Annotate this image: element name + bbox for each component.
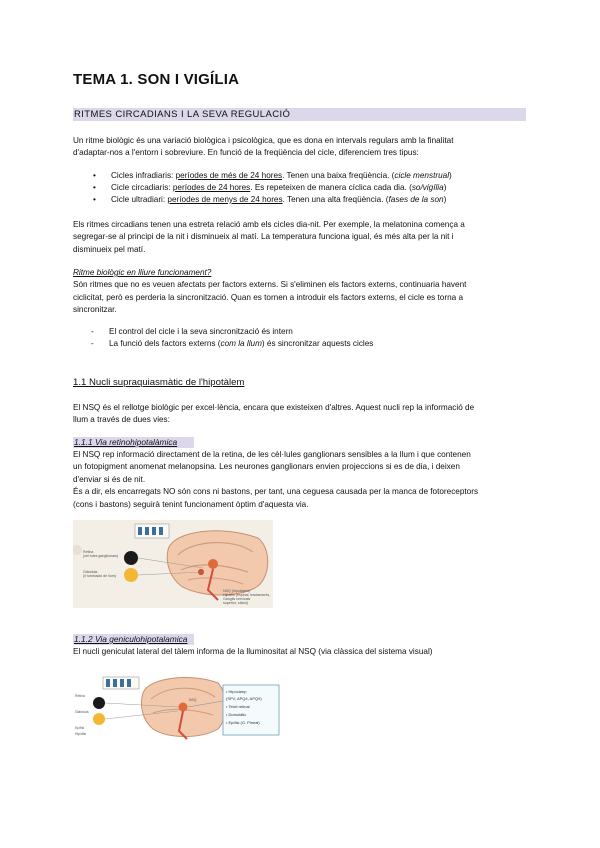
paragraph-line: (cons i bastons) seguirà tenint funcionament òptim d'aquesta via.	[73, 499, 309, 509]
bullet-label: Cicle circadiaris:	[111, 183, 173, 192]
figure-label: Ganglis cervicals	[223, 597, 251, 601]
figure-label: Hipòfisi	[75, 732, 87, 736]
figure-label: Epífisi	[75, 726, 85, 730]
figure-geniculohypothalamic	[73, 671, 281, 743]
figure-label: Glàndula	[83, 570, 98, 574]
paragraph-line: ciclicitat, però es perderia la sincronització. Quan es tornen a introduir els factors externs, el cicle es torna a	[73, 292, 464, 302]
bullet-italic: cicle menstrual	[394, 171, 450, 180]
figure-box-line: • Dorsolàtic	[226, 712, 247, 717]
paragraph-line: Són ritmes que no es veuen afectats per factors externs. Si s'eliminen els factors externs, continuaria havent	[73, 280, 467, 290]
bullet-icon: •	[93, 171, 96, 180]
figure-label: (il·luminació de llum)	[83, 574, 116, 578]
bullet-list	[93, 170, 452, 206]
intro-line: d'adaptar-nos a l'entorn i sobreviure. En funció de la freqüència del cicle, diferenciem tres tipus:	[73, 148, 419, 158]
via2-heading: 1.1.2 Via geniculohipotalamica	[74, 634, 188, 644]
figure-retinohypothalamic	[73, 520, 273, 608]
intro-paragraph	[73, 135, 526, 160]
paragraph-line: segregar-se al principi de la nit i disminueix al matí. La temperatura funciona igual, és més alta per la nit i	[73, 232, 454, 242]
paragraph-line: Els ritmes circadians tenen una estreta relació amb els cicles dia-nit. Per exemple, la melatonina comença a	[73, 220, 465, 229]
page-title: TEMA 1. SON I VIGÍLIA	[73, 71, 240, 88]
nsq-intro	[73, 402, 526, 427]
section-heading: RITMES CIRCADIANS I LA SEVA REGULACIÓ	[74, 109, 291, 120]
figure-label: NSQ (hipotàlem)	[223, 589, 250, 593]
dash-text: ) és sincronitzar aquests cicles	[261, 339, 374, 348]
bullet-underlined: períodes de més de 24 hores	[175, 171, 283, 180]
via2-paragraph	[73, 646, 526, 658]
bullet-icon: •	[93, 183, 96, 192]
paragraph-line: El NSQ és el rellotge biològic per excel·lència, encara que existeixen d'altres. Aquest nucli rep la informació de	[73, 403, 475, 412]
paragraph-line: un fotopigment anomenat melanopsina. Les neurones ganglionars envien projeccions si es de dia, i deixen	[73, 462, 460, 472]
bullet-italic: fases de la son	[388, 195, 444, 204]
figure-label: NSQ	[189, 698, 197, 702]
bullet-rest: . Tenen una alta freqüència. (	[282, 195, 389, 204]
bullet-close: )	[443, 195, 447, 204]
brain-diagram-illustration	[73, 520, 273, 608]
dash-item	[91, 338, 373, 350]
figure-label: (cèl·lules ganglionars)	[83, 554, 119, 558]
dash-icon: -	[91, 339, 94, 348]
bullet-underlined: períodes de menys de 24 hores	[167, 195, 283, 204]
dash-list	[91, 326, 373, 350]
intro-line: Un ritme biològic és una variació biològica i psicològica, que es dona en intervals regulars amb la finalitat	[73, 136, 454, 145]
bullet-item-circadiaris	[93, 182, 452, 194]
figure-label: Glàndula	[75, 710, 89, 714]
dash-italic: com la llum	[220, 339, 262, 348]
melatonina-paragraph	[73, 219, 526, 256]
paragraph-line: És a dir, els encarregats NO són cons ni bastons, per tant, una ceguesa causada per la manca de fotoreceptors	[73, 487, 479, 497]
subheading-question: Ritme biològic en lliure funcionament?	[73, 268, 212, 277]
bullet-label: Cicles infradiaris:	[111, 171, 176, 180]
figure-label: Retina	[83, 550, 94, 554]
figure-label: Retina	[75, 694, 85, 698]
paragraph-line: sincronitzar.	[73, 305, 117, 315]
figure-box-line: • Epífisi (G. Pineal)	[226, 720, 260, 725]
figure-box-line: • Hipocàmp	[226, 689, 247, 694]
paragraph-line: El NSQ rep informació directament de la retina, de les cèl·lules ganglionars sensibles a la llum i que contenen	[73, 450, 471, 459]
paragraph-line: disminueix pel matí.	[73, 244, 146, 254]
bullet-rest: . Tenen una baixa freqüència. (	[282, 171, 395, 180]
paragraph-line: El nucli geniculat lateral del tàlem informa de la lluminositat al NSQ (via clàssica del sistema visual)	[73, 647, 433, 656]
dash-item	[91, 326, 373, 338]
dash-text: La funció dels factors externs (	[109, 339, 221, 348]
bullet-item-infradiaris	[93, 170, 452, 182]
bullet-item-ultradiari	[93, 194, 452, 206]
bullet-close: )	[449, 171, 452, 180]
paragraph-line: llum a través de dues vies:	[73, 415, 170, 425]
bullet-italic: so/vigília	[411, 183, 444, 192]
dash-text: El control del cicle i la seva sincronització és intern	[109, 327, 293, 336]
bullet-label: Cicle ultradiari:	[111, 195, 168, 204]
via1-heading: 1.1.1 Via retinohipotalàmica	[74, 437, 178, 447]
bullet-underlined: períodes de 24 hores	[172, 183, 251, 192]
bullet-close: )	[443, 183, 447, 192]
figure-label: Hipòfisi (espinal, tractaments,	[223, 593, 271, 597]
brain-diagram-illustration	[73, 671, 281, 743]
bullet-rest: . Es repeteixen de manera cíclica cada dia. (	[250, 183, 412, 192]
bullet-icon: •	[93, 195, 96, 204]
dash-icon: -	[91, 327, 94, 336]
figure-label: superior, càlcul)	[223, 601, 249, 605]
paragraph-line: d'enviar si és de nit.	[73, 474, 146, 484]
figure-box-line: • Teixit retinal	[226, 704, 250, 709]
via1-paragraph	[73, 449, 526, 511]
nsq-heading: 1.1 Nucli supraquiasmàtic de l'hipotàlem	[73, 377, 245, 388]
figure-box-line: (SPV, APQ4, APQ9)	[226, 696, 262, 701]
free-running-block	[73, 267, 526, 317]
